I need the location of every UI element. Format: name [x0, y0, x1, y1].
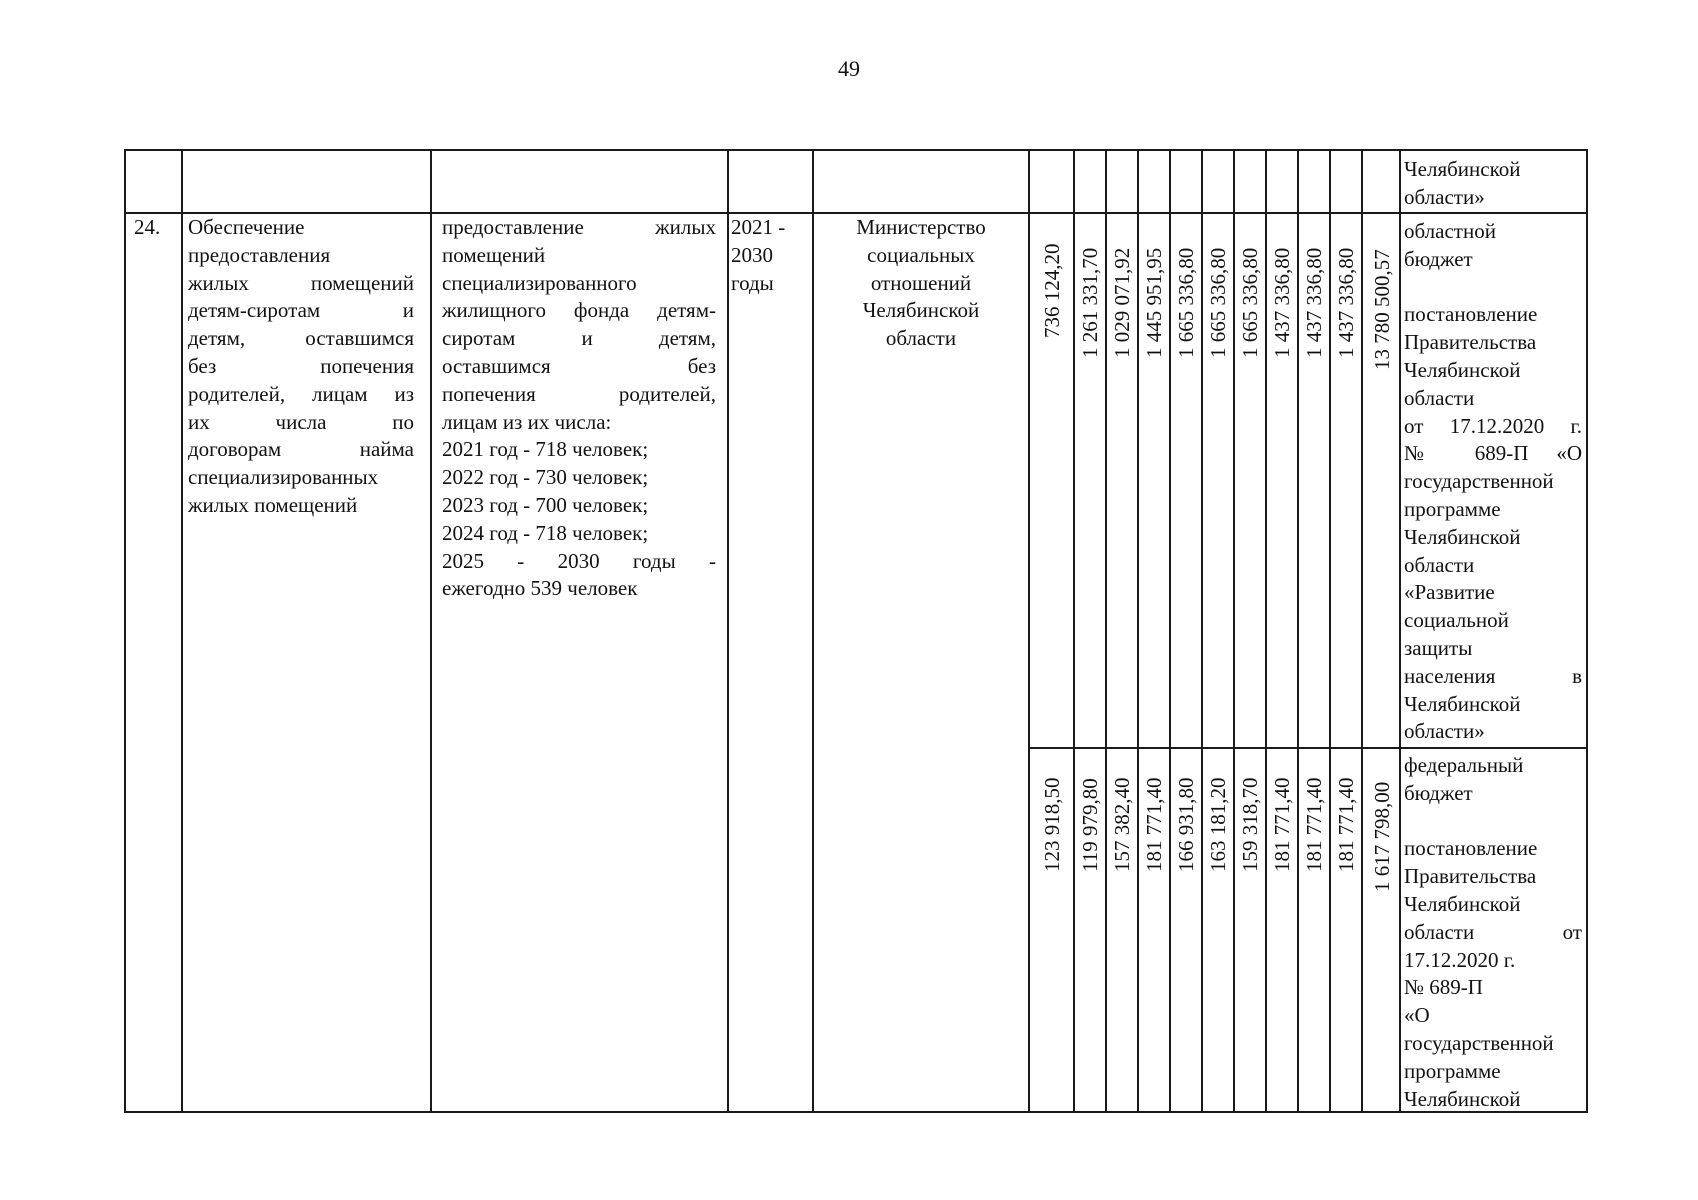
executor-line: области — [885, 326, 957, 351]
col-border — [1073, 149, 1075, 1113]
table-bottom-border — [124, 1111, 1586, 1113]
federal-value-2028: 181 771,40 — [1270, 777, 1294, 872]
activity-line: их числа по — [188, 409, 414, 434]
source-line: постановление — [1404, 836, 1538, 861]
regional-source-text — [1404, 218, 1582, 746]
source-line: программе — [1404, 1058, 1501, 1083]
federal-value-2024: 181 771,40 — [1142, 777, 1166, 872]
col-border — [1329, 149, 1331, 1113]
regional-value-2021: 736 124,20 — [1040, 243, 1064, 338]
executor-line: Челябинской — [862, 298, 980, 323]
regional-value-2026: 1 665 336,80 — [1206, 247, 1230, 358]
col-border — [1169, 149, 1171, 1113]
source-line: Челябинской — [1404, 157, 1521, 181]
activity-line: детям-сиротам и — [188, 298, 414, 323]
activity-line: предоставления — [188, 242, 331, 267]
source-line: области от — [1404, 919, 1582, 944]
regional-value-2024: 1 445 951,95 — [1142, 247, 1166, 358]
result-line: жилищного фонда детям- — [442, 298, 716, 323]
row-number: 24. — [134, 215, 161, 239]
federal-value-2030: 181 771,40 — [1334, 777, 1358, 872]
federal-value-2029: 181 771,40 — [1302, 777, 1326, 872]
result-line: 2022 год - 730 человек; — [442, 465, 649, 490]
col-border — [1586, 149, 1588, 1113]
federal-source-text — [1404, 752, 1582, 1113]
result-line: 2023 год - 700 человек; — [442, 492, 649, 517]
source-line: Челябинской — [1404, 357, 1521, 382]
executor-line: отношений — [870, 270, 972, 295]
executor-line: Министерство — [856, 215, 986, 239]
federal-value-2022: 119 979,80 — [1078, 778, 1102, 872]
result-line: ежегодно 539 человек — [442, 576, 638, 601]
activity-name — [188, 214, 414, 520]
activity-line: договорам найма — [188, 437, 414, 462]
federal-value-2021: 123 918,50 — [1040, 777, 1064, 872]
result-line: попечения родителей, — [442, 381, 716, 406]
col-border — [1399, 149, 1401, 1113]
regional-value-total: 13 780 500,57 — [1370, 249, 1394, 370]
activity-line: жилых помещений — [188, 492, 358, 517]
col-border — [1137, 149, 1139, 1113]
source-line: бюджет — [1404, 780, 1473, 805]
period — [731, 214, 809, 297]
source-line: «Развитие — [1404, 580, 1495, 605]
source-line: Челябинской — [1404, 891, 1521, 916]
result-line: лицам из их числа: — [442, 409, 612, 434]
page-number: 49 — [838, 56, 860, 81]
source-line: Челябинской — [1404, 524, 1521, 549]
result-line: 2021 год - 718 человек; — [442, 437, 649, 462]
col-border — [1201, 149, 1203, 1113]
federal-value-2027: 159 318,70 — [1238, 777, 1262, 872]
header-source-text — [1404, 156, 1584, 212]
source-line: № 689-П — [1404, 975, 1483, 1000]
result-line: специализированного — [442, 270, 637, 295]
source-line: постановление — [1404, 302, 1538, 327]
source-line: № 689-П «О — [1404, 441, 1582, 466]
source-line: социальной — [1404, 608, 1509, 633]
col-border — [1105, 149, 1107, 1113]
table-top-border — [124, 149, 1588, 151]
regional-value-2022: 1 261 331,70 — [1078, 247, 1102, 358]
source-line — [1404, 274, 1582, 302]
col-border — [430, 149, 432, 1113]
activity-line: специализированных — [188, 465, 379, 490]
source-line: Челябинской — [1404, 691, 1521, 716]
period-line: годы — [731, 270, 774, 295]
result-line: помещений — [442, 242, 546, 267]
result-line: сиротам и детям, — [442, 326, 716, 351]
funding-row-divider — [1028, 747, 1588, 749]
source-line: области» — [1404, 184, 1485, 209]
activity-line: детям, оставшимся — [188, 326, 414, 351]
executor-line: социальных — [867, 242, 975, 267]
activity-line: Обеспечение — [188, 215, 305, 239]
source-line: населения в — [1404, 663, 1582, 688]
source-line: бюджет — [1404, 246, 1473, 271]
source-line: Челябинской — [1404, 1086, 1521, 1111]
source-line: области» — [1404, 719, 1485, 744]
federal-value-2023: 157 382,40 — [1110, 777, 1134, 872]
regional-value-2027: 1 665 336,80 — [1238, 247, 1262, 358]
regional-value-2030: 1 437 336,80 — [1334, 247, 1358, 358]
result-line: 2024 год - 718 человек; — [442, 520, 649, 545]
federal-value-2026: 163 181,20 — [1206, 777, 1230, 872]
regional-value-2029: 1 437 336,80 — [1302, 247, 1326, 358]
col-border — [1361, 149, 1363, 1113]
source-line: федеральный — [1404, 753, 1524, 777]
source-line: от 17.12.2020 г. — [1404, 413, 1582, 438]
result-line: предоставление жилых — [442, 215, 716, 239]
col-border — [727, 149, 729, 1113]
source-line: государственной — [1404, 469, 1554, 494]
regional-value-2028: 1 437 336,80 — [1270, 247, 1294, 358]
source-line — [1404, 808, 1582, 836]
federal-value-total: 1 617 798,00 — [1370, 781, 1394, 892]
federal-value-2025: 166 931,80 — [1174, 777, 1198, 872]
source-line: программе — [1404, 496, 1501, 521]
col-border — [1233, 149, 1235, 1113]
activity-line: жилых помещений — [188, 270, 414, 295]
activity-line: без попечения — [188, 353, 414, 378]
regional-value-2025: 1 665 336,80 — [1174, 247, 1198, 358]
activity-line: родителей, лицам из — [188, 381, 414, 406]
regional-value-2023: 1 029 071,92 — [1110, 247, 1134, 358]
result-line: 2025 - 2030 годы - — [442, 548, 716, 573]
source-line: государственной — [1404, 1030, 1554, 1055]
source-line: Правительства — [1404, 864, 1537, 889]
period-line: 2021 - — [731, 215, 786, 239]
col-border — [812, 149, 814, 1113]
col-border — [1297, 149, 1299, 1113]
source-line: области — [1404, 385, 1475, 410]
period-line: 2030 — [731, 242, 773, 267]
executor — [818, 214, 1024, 353]
col-border — [1028, 149, 1030, 1113]
source-line: области — [1404, 552, 1475, 577]
col-border — [1265, 149, 1267, 1113]
col-border — [124, 149, 126, 1113]
expected-result — [442, 214, 716, 603]
source-line: 17.12.2020 г. — [1404, 947, 1516, 972]
source-line: областной — [1404, 219, 1496, 243]
result-line: оставшимся без — [442, 353, 716, 378]
col-border — [181, 149, 183, 1113]
source-line: защиты — [1404, 635, 1473, 660]
source-line: Правительства — [1404, 330, 1537, 355]
source-line: «О — [1404, 1003, 1430, 1028]
